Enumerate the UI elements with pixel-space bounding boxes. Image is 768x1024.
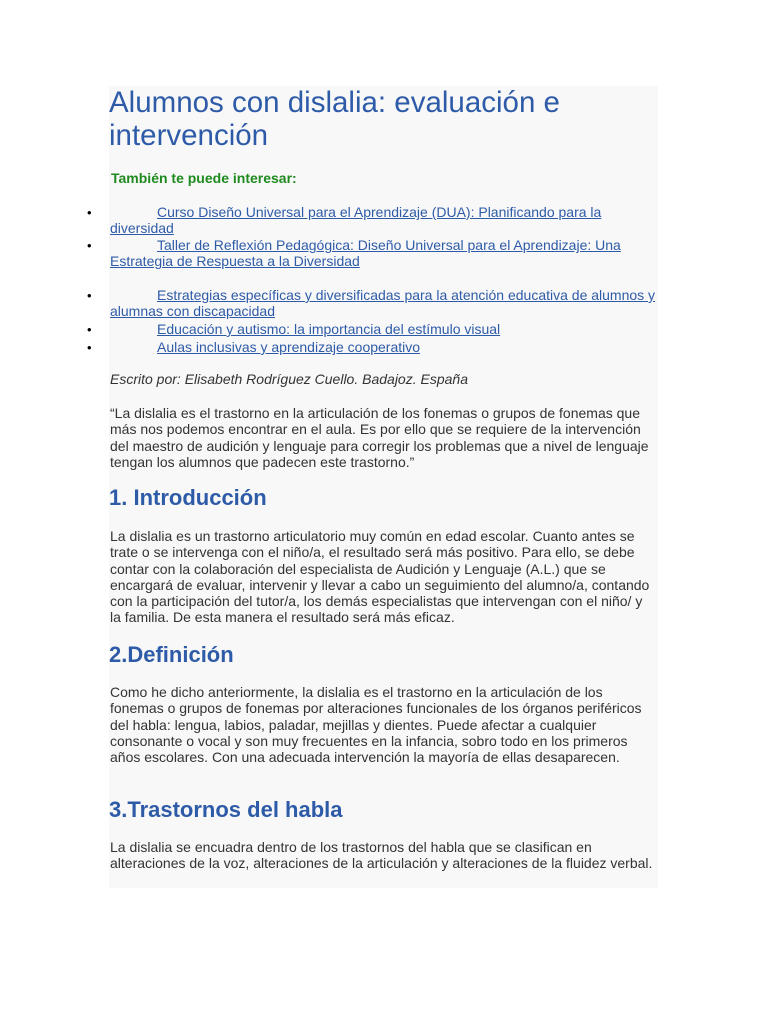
list-bullet: • bbox=[87, 238, 92, 253]
abstract-paragraph: “La dislalia es el trastorno en la articulación de los fonemas o grupos de fonemas que más nos podemos encontrar en el aula. Es por ello que se requiere de la intervención del maestro de audición y lenguaje para corregir los problemas que a nivel de lenguaje tengan los alumnos que padecen este trastorno.” bbox=[110, 405, 649, 470]
related-link-dua-course[interactable] bbox=[110, 204, 662, 237]
section-body-introduction: La dislalia es un trastorno articulatorio muy común en edad escolar. Cuanto antes se trate o se intervenga con el niño/a, el resultado será más positivo. Para ello, se debe contar con la colaboración del especialista de Audición y Lenguaje (A.L.) que se encargará de evaluar, intervenir y llevar a cabo un seguimiento del alumno/a, contando con la participación del tutor/a, los demás especialistas que intervengan con el niño/ y la familia. De esta manera el resultado será más eficaz. bbox=[110, 528, 650, 626]
related-link-strategies[interactable] bbox=[110, 287, 662, 320]
related-link-text: Educación y autismo: la importancia del estímulo visual bbox=[157, 321, 501, 337]
list-bullet: • bbox=[87, 205, 92, 220]
list-bullet: • bbox=[87, 322, 92, 337]
section-heading-speech-disorders: 3.Trastornos del habla bbox=[109, 797, 343, 822]
section-body-speech-disorders: La dislalia se encuadra dentro de los trastornos del habla que se clasifican en alteraciones de la voz, alteraciones de la articulación y alteraciones de la fluidez verbal. bbox=[110, 839, 653, 872]
section-heading-definition: 2.Definición bbox=[109, 642, 234, 667]
related-link-dua-workshop[interactable] bbox=[110, 237, 662, 270]
related-link-inclusive-classrooms[interactable] bbox=[110, 339, 662, 355]
article-title: Alumnos con dislalia: evaluación e intervención bbox=[109, 86, 560, 152]
list-bullet: • bbox=[87, 340, 92, 355]
list-bullet: • bbox=[87, 288, 92, 303]
related-link-text: Curso Diseño Universal para el Aprendizaje (DUA): Planificando para la diversidad bbox=[110, 204, 602, 237]
author-byline: Escrito por: Elisabeth Rodríguez Cuello. Badajoz. España bbox=[110, 371, 468, 387]
related-link-text: Aulas inclusivas y aprendizaje cooperativo bbox=[157, 339, 421, 355]
related-link-text: Taller de Reflexión Pedagógica: Diseño Universal para el Aprendizaje: Una Estrategia de Respuesta a la Diversidad bbox=[110, 237, 621, 270]
related-link-autism[interactable] bbox=[110, 321, 662, 337]
section-heading-introduction: 1. Introducción bbox=[109, 485, 267, 510]
section-body-definition: Como he dicho anteriormente, la dislalia es el trastorno en la articulación de los fonemas o grupos de fonemas por alteraciones funcionales de los órganos periféricos del habla: lengua, labios, paladar, mejillas y dientes. Puede afectar a cualquier consonante o vocal y son muy frecuentes en la infancia, sobro todo en los primeros años escolares. Con una adecuada intervención la mayoría de ellas desaparecen. bbox=[110, 684, 642, 766]
related-link-text: Estrategias específicas y diversificadas para la atención educativa de alumnos y alumnas con discapacidad bbox=[110, 287, 656, 320]
related-label: También te puede interesar: bbox=[111, 170, 297, 186]
